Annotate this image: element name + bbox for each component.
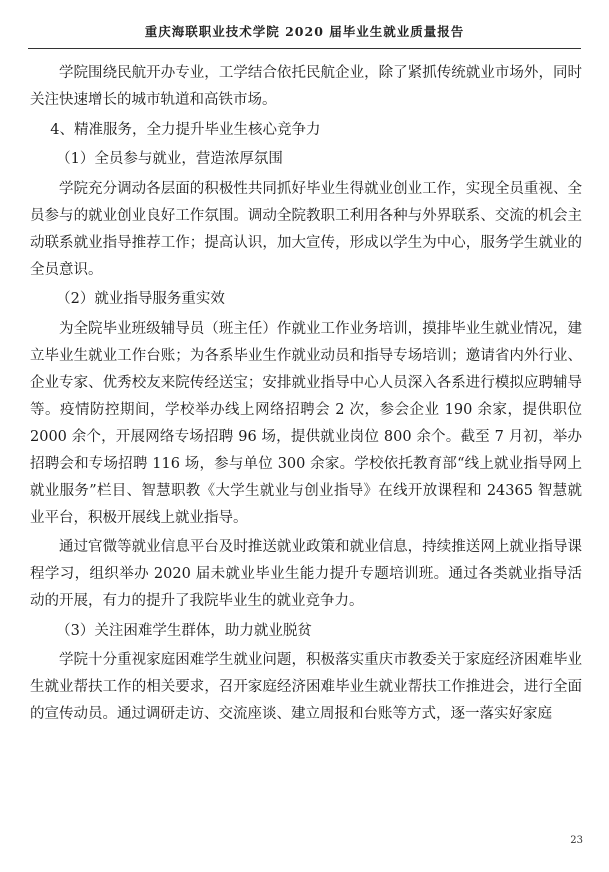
running-header: 重庆海联职业技术学院 2020 届毕业生就业质量报告 xyxy=(144,24,465,39)
header-divider xyxy=(28,48,581,49)
subsection-heading-1: （1）全员参与就业，营造浓厚氛围 xyxy=(56,151,283,167)
paragraph-all-staff: 学院充分调动各层面的积极性共同抓好毕业生得就业创业工作，实现全员重视、全员参与的就业创业良好工作氛围。调动全院教职工利用各种与外界联系、交流的机会主动联系就业指导推荐工作；提高认识，加大宣传，形成以学生为中心，服务学生就业的全员意识。 xyxy=(30,180,582,278)
paragraph-civil-aviation: 学院围绕民航开办专业，工学结合依托民航企业，除了紧抓传统就业市场外，同时关注快速增长的城市轨道和高铁市场。 xyxy=(30,65,582,108)
section-heading-4: 4、精准服务，全力提升毕业生核心竞争力 xyxy=(50,121,321,138)
paragraph-difficult-students: 学院十分重视家庭困难学生就业问题，积极落实重庆市教委关于家庭经济困难毕业生就业帮扶工作的相关要求，召开家庭经济困难毕业生就业帮扶工作推进会，进行全面的宣传动员。通过调研走访、交流座谈、建立周报和台账等方式，逐一落实好家庭 xyxy=(30,652,582,722)
subsection-heading-2: （2）就业指导服务重实效 xyxy=(56,291,225,307)
paragraph-info-platforms: 通过官微等就业信息平台及时推送就业政策和就业信息，持续推送网上就业指导课程学习，组织举办 2020 届未就业毕业生能力提升专题培训班。通过各类就业指导活动的开展，有力的提升了我院毕业生的就业竞争力。 xyxy=(30,539,582,609)
subsection-heading-3: （3）关注困难学生群体，助力就业脱贫 xyxy=(56,622,312,639)
paragraph-guidance-services: 为全院毕业班级辅导员（班主任）作就业工作业务培训，摸排毕业生就业情况，建立毕业生就业工作台账；为各系毕业生作就业动员和指导专场培训；邀请省内外行业、企业专家、优秀校友来院传经送宝；安排就业指导中心人员深入各系进行模拟应聘辅导等。疫情防控期间，学校举办线上网络招聘会 2 次，参会企业 190 余家，提供职位 2000 余个，开展网络专场招聘 96 场，提供就业岗位 800 余个。截至 7 月初，举办招聘会和专场招聘 116 场，参与单位 300 余家。学校依托教育部“线上就业指导网上就业服务”栏目、智慧职教《大学生就业与创业指导》在线开放课程和 24365 智慧就业平台，积极开展线上就业指导。 xyxy=(30,320,582,526)
page-number: 23 xyxy=(570,835,583,846)
body-content xyxy=(30,60,582,731)
